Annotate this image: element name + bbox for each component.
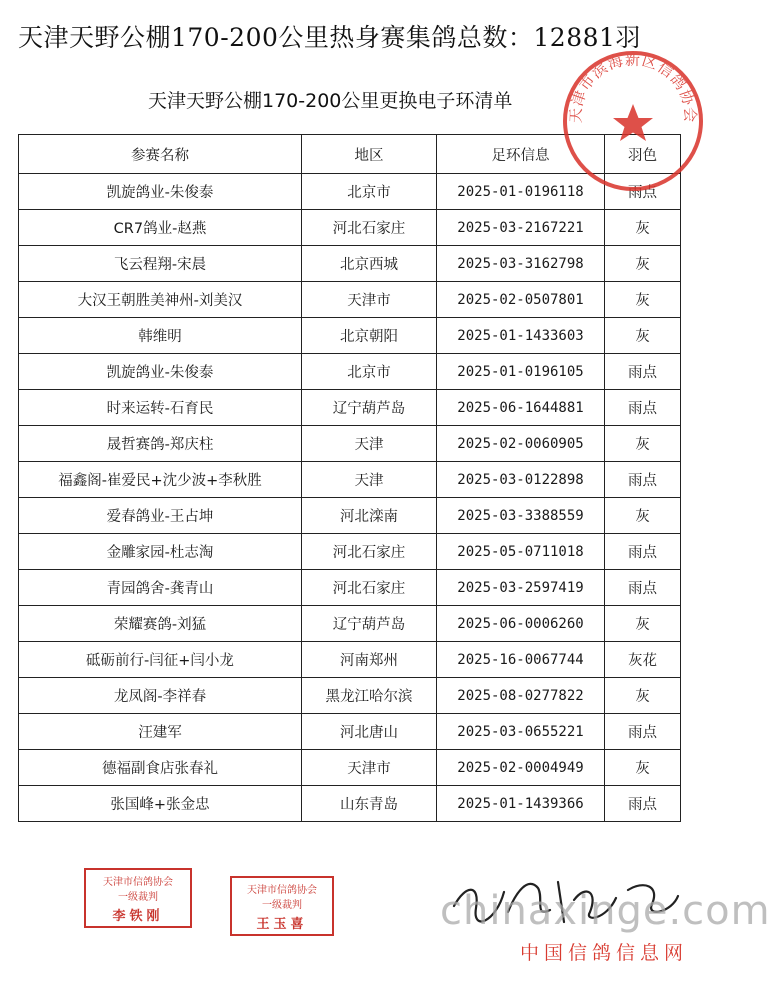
association-seal <box>560 48 706 194</box>
cell-region: 河北石家庄 <box>302 210 437 246</box>
cell-name: 晟哲赛鸽-郑庆柱 <box>19 426 302 462</box>
cell-ring: 2025-03-3162798 <box>437 246 605 282</box>
cell-ring: 2025-03-0122898 <box>437 462 605 498</box>
cell-name: 砥砺前行-闫征+闫小龙 <box>19 642 302 678</box>
stamp-person: 王玉喜 <box>256 917 308 932</box>
stamp-person: 李铁刚 <box>112 909 164 924</box>
cell-color: 灰 <box>605 498 681 534</box>
cell-ring: 2025-03-2597419 <box>437 570 605 606</box>
cell-region: 天津 <box>302 462 437 498</box>
cell-region: 河南郑州 <box>302 642 437 678</box>
cell-ring: 2025-05-0711018 <box>437 534 605 570</box>
cell-color: 灰 <box>605 246 681 282</box>
table-row <box>19 678 681 714</box>
header-entrant-name: 参赛名称 <box>19 135 302 174</box>
table-row <box>19 462 681 498</box>
cell-color: 雨点 <box>605 462 681 498</box>
cell-color: 灰 <box>605 426 681 462</box>
cell-color: 雨点 <box>605 354 681 390</box>
cell-name: 青园鸽舍-龚青山 <box>19 570 302 606</box>
header-region: 地区 <box>302 135 437 174</box>
table-row <box>19 786 681 822</box>
table-row <box>19 534 681 570</box>
cell-name: 龙凤阁-李祥春 <box>19 678 302 714</box>
cell-ring: 2025-03-3388559 <box>437 498 605 534</box>
cell-region: 天津市 <box>302 282 437 318</box>
cell-name: 爱春鸽业-王占坤 <box>19 498 302 534</box>
cell-name: 飞云程翔-宋晨 <box>19 246 302 282</box>
stamp-rank: 一级裁判 <box>118 892 158 903</box>
cell-region: 河北唐山 <box>302 714 437 750</box>
cell-region: 河北滦南 <box>302 498 437 534</box>
cell-region: 北京朝阳 <box>302 318 437 354</box>
cell-ring: 2025-02-0507801 <box>437 282 605 318</box>
table-row <box>19 210 681 246</box>
cell-color: 雨点 <box>605 714 681 750</box>
cell-ring: 2025-02-0004949 <box>437 750 605 786</box>
table-row <box>19 714 681 750</box>
cell-color: 灰 <box>605 282 681 318</box>
table-row <box>19 750 681 786</box>
cell-region: 辽宁葫芦岛 <box>302 606 437 642</box>
cell-region: 北京市 <box>302 174 437 210</box>
cell-ring: 2025-03-2167221 <box>437 210 605 246</box>
cell-color: 雨点 <box>605 570 681 606</box>
cell-color: 雨点 <box>605 390 681 426</box>
cell-color: 灰 <box>605 210 681 246</box>
seal-text: 天津市滨海新区信鸽协会 <box>566 50 700 124</box>
watermark-site-name: 中国信鸽信息网 <box>520 942 689 964</box>
cell-region: 北京西城 <box>302 246 437 282</box>
cell-color: 灰 <box>605 750 681 786</box>
cell-color: 雨点 <box>605 786 681 822</box>
cell-ring: 2025-01-0196105 <box>437 354 605 390</box>
header-ring-info: 足环信息 <box>437 135 605 174</box>
cell-color: 灰花 <box>605 642 681 678</box>
cell-region: 黑龙江哈尔滨 <box>302 678 437 714</box>
cell-ring: 2025-01-1433603 <box>437 318 605 354</box>
cell-region: 河北石家庄 <box>302 570 437 606</box>
watermark-domain: chinaxinge.com <box>440 888 771 934</box>
header-feather-color: 羽色 <box>605 135 681 174</box>
cell-color: 雨点 <box>605 534 681 570</box>
cell-name: 凯旋鸽业-朱俊泰 <box>19 174 302 210</box>
cell-region: 河北石家庄 <box>302 534 437 570</box>
cell-name: 汪建军 <box>19 714 302 750</box>
cell-region: 辽宁葫芦岛 <box>302 390 437 426</box>
cell-name: CR7鸽业-赵燕 <box>19 210 302 246</box>
cell-name: 韩维明 <box>19 318 302 354</box>
cell-ring: 2025-06-0006260 <box>437 606 605 642</box>
cell-name: 德福副食店张春礼 <box>19 750 302 786</box>
ring-replacement-table <box>18 134 681 822</box>
stamp-rank: 一级裁判 <box>262 900 302 911</box>
cell-color: 灰 <box>605 606 681 642</box>
cell-name: 金雕家园-杜志淘 <box>19 534 302 570</box>
stamp-org: 天津市信鸽协会 <box>103 877 173 888</box>
table-row <box>19 246 681 282</box>
cell-ring: 2025-01-1439366 <box>437 786 605 822</box>
referee-stamp-2 <box>230 876 334 936</box>
cell-region: 天津市 <box>302 750 437 786</box>
table-row <box>19 426 681 462</box>
table-row <box>19 318 681 354</box>
table-row <box>19 570 681 606</box>
star-icon <box>613 104 653 141</box>
cell-region: 山东青岛 <box>302 786 437 822</box>
cell-color: 灰 <box>605 318 681 354</box>
table-row <box>19 354 681 390</box>
cell-ring: 2025-01-0196118 <box>437 174 605 210</box>
cell-name: 荣耀赛鸽-刘猛 <box>19 606 302 642</box>
table-subtitle: 天津天野公棚170-200公里更换电子环清单 <box>148 90 513 112</box>
table-row <box>19 390 681 426</box>
cell-name: 凯旋鸽业-朱俊泰 <box>19 354 302 390</box>
table-row <box>19 606 681 642</box>
referee-stamp-1 <box>84 868 192 928</box>
cell-color: 雨点 <box>605 174 681 210</box>
cell-ring: 2025-16-0067744 <box>437 642 605 678</box>
cell-ring: 2025-08-0277822 <box>437 678 605 714</box>
cell-ring: 2025-03-0655221 <box>437 714 605 750</box>
table-row <box>19 642 681 678</box>
cell-color: 灰 <box>605 678 681 714</box>
cell-region: 天津 <box>302 426 437 462</box>
stamp-org: 天津市信鸽协会 <box>247 885 317 896</box>
cell-ring: 2025-02-0060905 <box>437 426 605 462</box>
page-title: 天津天野公棚170-200公里热身赛集鸽总数：12881羽 <box>18 23 641 52</box>
cell-region: 北京市 <box>302 354 437 390</box>
cell-name: 时来运转-石育民 <box>19 390 302 426</box>
cell-name: 福鑫阁-崔爱民+沈少波+李秋胜 <box>19 462 302 498</box>
table-row <box>19 498 681 534</box>
cell-ring: 2025-06-1644881 <box>437 390 605 426</box>
table-row <box>19 282 681 318</box>
cell-name: 张国峰+张金忠 <box>19 786 302 822</box>
cell-name: 大汉王朝胜美神州-刘美汉 <box>19 282 302 318</box>
